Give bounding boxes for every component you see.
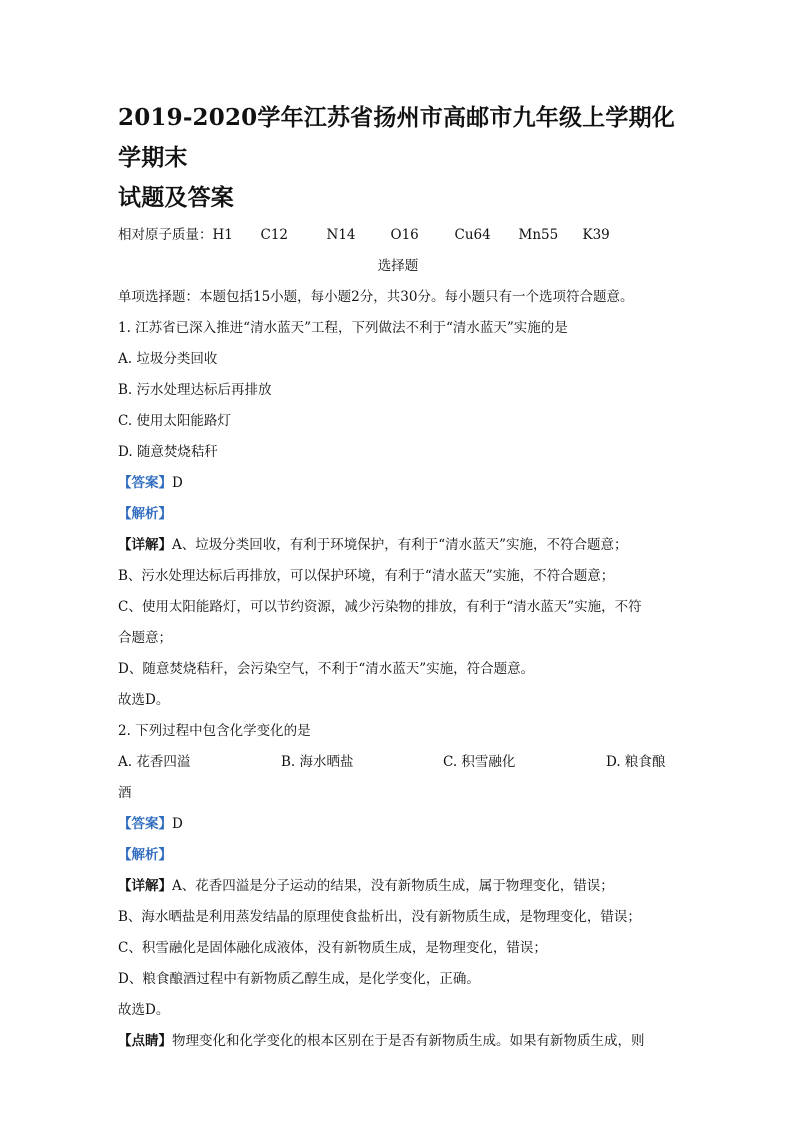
analysis-tag: 【解析】: [118, 847, 172, 863]
mass-c: C12: [260, 227, 289, 243]
document-title: [118, 98, 678, 218]
mass-h: H1: [212, 227, 233, 243]
q2-detail-c: C、积雪融化是固体融化成液体，没有新物质生成，是物理变化，错误；: [118, 940, 547, 956]
q1-stem: 1. 江苏省已深入推进“清水蓝天”工程，下列做法不利于“清水蓝天”实施的是: [118, 320, 568, 336]
q2-option-wrap: 酒: [118, 785, 132, 801]
document-page: [118, 98, 678, 1057]
answer-tag: 【答案】: [118, 816, 172, 832]
q1-answer: [118, 468, 678, 499]
mass-cu: Cu64: [454, 227, 491, 243]
q2-options-row: [118, 747, 678, 778]
q2-answer-value: D: [172, 816, 183, 832]
answer-tag: 【答案】: [118, 475, 172, 491]
q1-option-a: A. 垃圾分类回收: [118, 351, 218, 367]
section-heading: 选择题: [377, 258, 419, 274]
detail-tag: 【详解】: [118, 878, 172, 894]
q2-tip: [118, 1026, 678, 1057]
q2-option-a: A. 花香四溢: [118, 754, 191, 770]
q2-tip-text: 物理变化和化学变化的根本区别在于是否有新物质生成。如果有新物质生成，则: [172, 1033, 645, 1049]
q1-detail-d: D、随意焚烧秸秆，会污染空气，不利于“清水蓝天”实施，符合题意。: [118, 661, 535, 677]
q1-detail-c2: 合题意；: [118, 630, 172, 646]
q2-option-c: C. 积雪融化: [443, 754, 516, 770]
q1-option-b: B. 污水处理达标后再排放: [118, 382, 272, 398]
q1-analysis: [118, 499, 678, 530]
q1-detail-c1: C、使用太阳能路灯，可以节约资源，减少污染物的排放，有利于“清水蓝天”实施，不符: [118, 599, 642, 615]
q1-option-d: D. 随意焚烧秸秆: [118, 444, 218, 460]
q1-detail-b: B、污水处理达标后再排放，可以保护环境，有利于“清水蓝天”实施，不符合题意；: [118, 568, 615, 584]
analysis-tag: 【解析】: [118, 506, 172, 522]
q2-detail-d: D、粮食酿酒过程中有新物质乙醇生成，是化学变化，正确。: [118, 971, 480, 987]
q1-answer-value: D: [172, 475, 183, 491]
title-line-2: 试题及答案: [118, 184, 234, 211]
mass-k: K39: [582, 227, 610, 243]
q1-conclusion: 故选D。: [118, 692, 170, 708]
instructions: 单项选择题：本题包括15小题，每小题2分，共30分。每小题只有一个选项符合题意。: [118, 289, 634, 305]
q2-detail-b: B、海水晒盐是利用蒸发结晶的原理使食盐析出，没有新物质生成，是物理变化，错误；: [118, 909, 641, 925]
tip-tag: 【点睛】: [118, 1033, 172, 1049]
atomic-masses-row: [118, 220, 678, 251]
mass-n: N14: [326, 227, 356, 243]
title-line-1: 2019-2020学年江苏省扬州市高邮市九年级上学期化学期末: [118, 104, 675, 171]
detail-tag: 【详解】: [118, 537, 172, 553]
q2-option-b: B. 海水晒盐: [281, 754, 354, 770]
q2-answer: [118, 809, 678, 840]
q2-detail-a-text: A、花香四溢是分子运动的结果，没有新物质生成，属于物理变化，错误；: [172, 878, 614, 894]
mass-mn: Mn55: [518, 227, 559, 243]
q2-conclusion: 故选D。: [118, 1002, 170, 1018]
q2-stem: 2. 下列过程中包含化学变化的是: [118, 723, 311, 739]
q1-detail-a-text: A、垃圾分类回收，有利于环境保护，有利于“清水蓝天”实施，不符合题意；: [172, 537, 628, 553]
q2-option-d: D. 粮食酿: [606, 754, 666, 770]
q2-detail-a: [118, 871, 678, 902]
q1-detail-a: [118, 530, 678, 561]
q1-option-c: C. 使用太阳能路灯: [118, 413, 231, 429]
q2-analysis: [118, 840, 678, 871]
atomic-masses-label: 相对原子质量：: [118, 227, 213, 243]
mass-o: O16: [390, 227, 419, 243]
